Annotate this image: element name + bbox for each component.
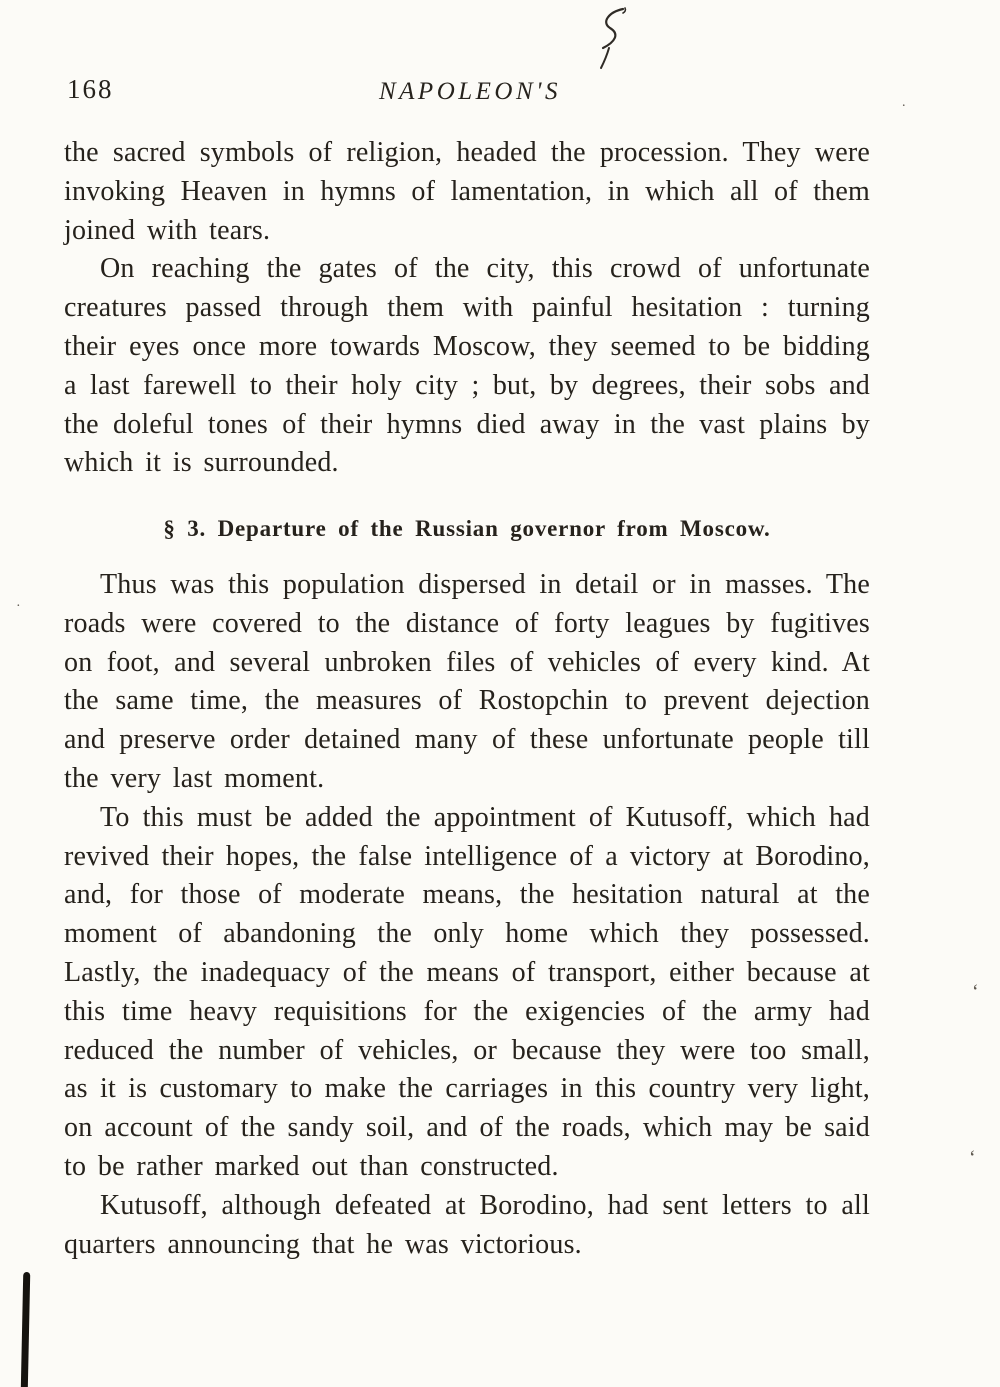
paragraph-continuation: the sacred symbols of religion, headed the procession. They were invoking Heaven in hymns of lamentation, in which all of them joined with tears. — [64, 137, 870, 246]
scan-speck: . — [902, 95, 906, 110]
paragraph: Kutusoff, although defeated at Borodino, had sent letters to all quarters announcing that he was victorious. — [64, 1189, 870, 1260]
running-title: NAPOLEON'S — [378, 78, 562, 105]
paragraph: On reaching the gates of the city, this crowd of unfortunate creatures passed through them with painful hesitation : turning their eyes once more towards Moscow, they seemed to be bidding a last farewell to their holy city ; but, by degrees, their sobs and the doleful tones of their hymns died away in the vast plains by which it is surrounded. — [64, 253, 870, 479]
scan-speck: ʻ — [972, 981, 979, 1003]
scan-speck: · — [16, 599, 21, 614]
handwritten-mark — [585, 4, 645, 72]
page-number: 168 — [67, 74, 114, 104]
section-heading: § 3. Departure of the Russian governor from Moscow. — [163, 516, 771, 542]
paragraph: To this must be added the appointment of Kutusoff, which had revived their hopes, the false intelligence of a victory at Borodino, and, for those of moderate means, the hesitation natural at the moment of abandoning the only home which they possessed. Lastly, the inadequacy of the means of transport, either because at this time heavy requisitions for the exigencies of the army had reduced the number of vehicles, or because they were too small, as it is customary to make the carriages in this country very light, on account of the sandy soil, and of the roads, which may be said to be rather marked out than constructed. — [64, 801, 870, 1182]
paragraph: Thus was this population dispersed in detail or in masses. The roads were covered to the distance of forty leagues by fugitives on foot, and several unbroken files of vehicles of every kind. At the same time, the measures of Rostopchin to prevent dejection and preserve order detained many of these unfortunate people till the very last moment. — [64, 568, 870, 794]
scan-edge-artifact — [21, 1272, 31, 1387]
page-text-block — [64, 134, 870, 1264]
scan-speck: ʻ — [969, 1147, 976, 1169]
